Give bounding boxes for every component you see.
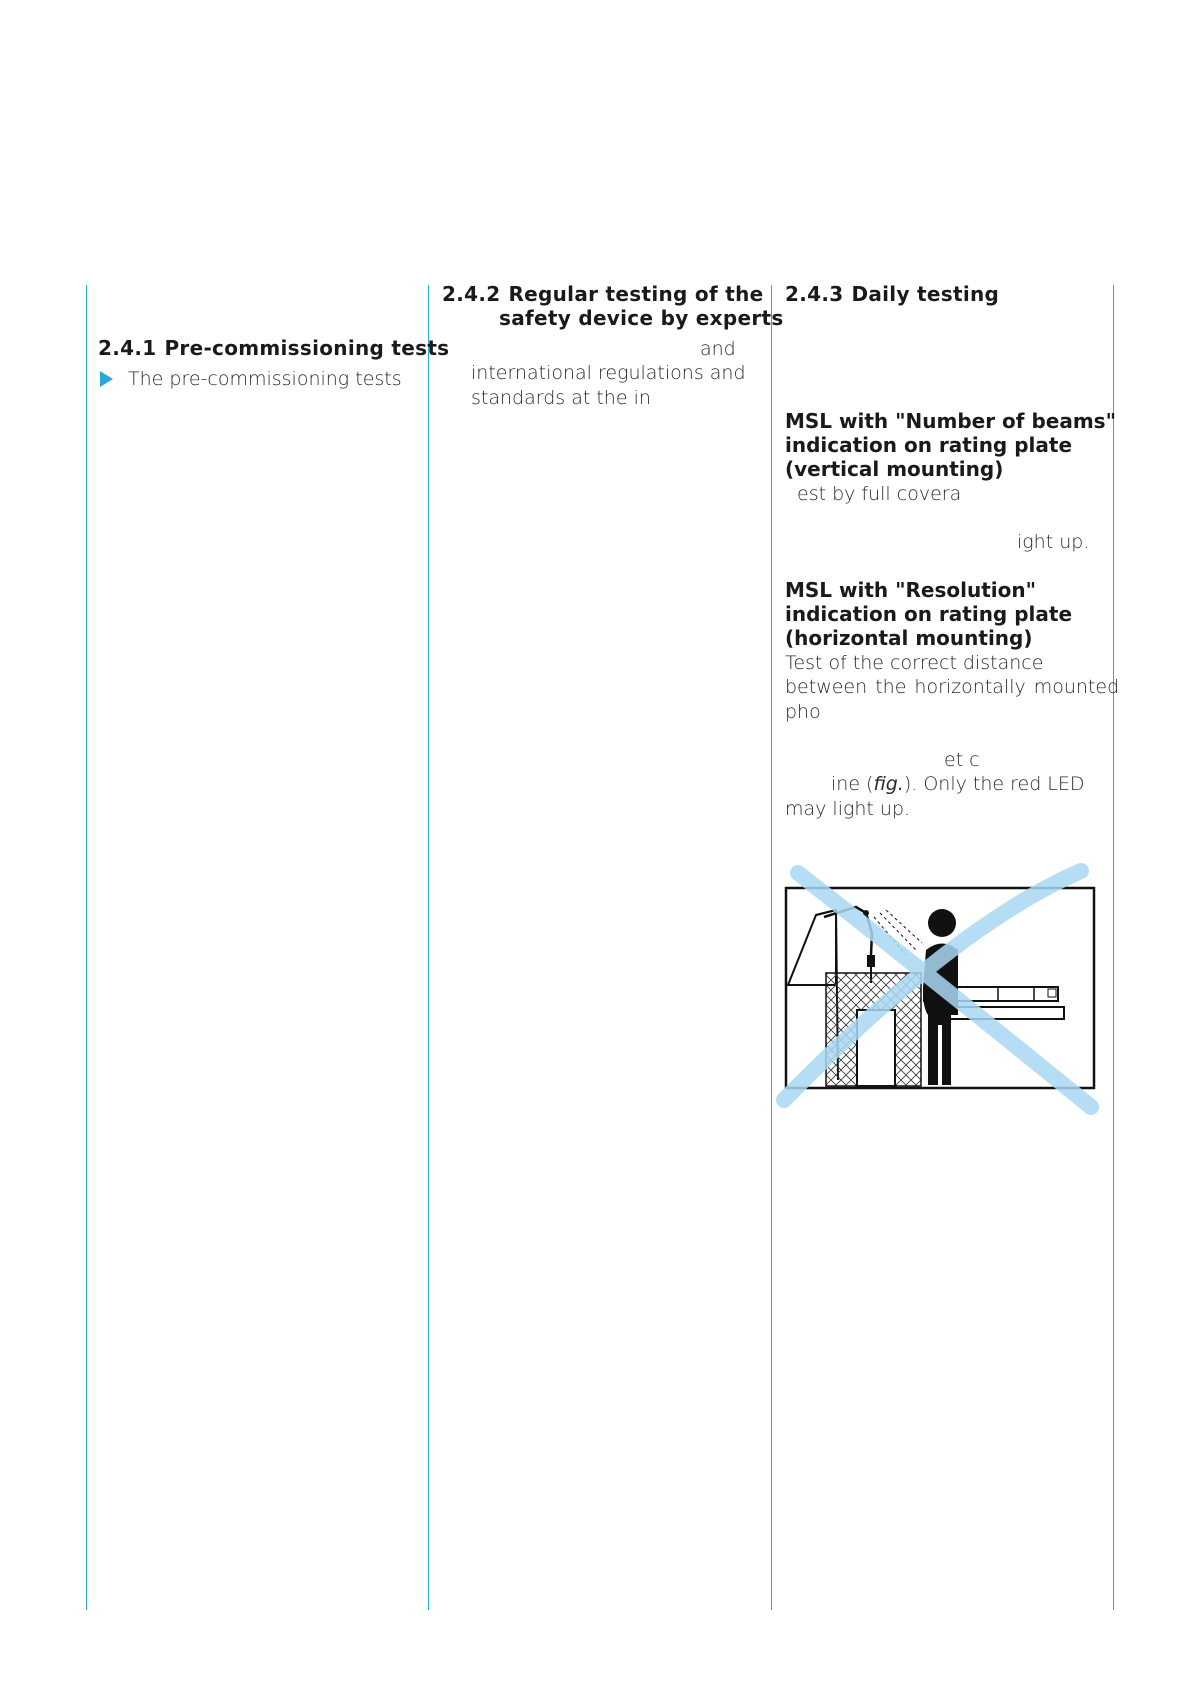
subheading-vertical-line2: indication on rating plate — [785, 433, 1073, 457]
paragraph-line: est by full covera — [797, 483, 962, 505]
section-title-line1: Regular testing of the — [508, 282, 764, 306]
text-fragment: ine ( — [831, 773, 874, 795]
section-title: Daily testing — [851, 282, 1000, 306]
subheading-horizontal-line3: (horizontal mounting) — [785, 626, 1033, 650]
paragraph-line: pho — [785, 701, 821, 723]
paragraph-line: may light up. — [785, 798, 911, 820]
section-heading-2-4-2 — [442, 282, 763, 306]
section-number: 2.4.1 — [98, 336, 157, 360]
subheading-vertical-line3: (vertical mounting) — [785, 457, 1004, 481]
incorrect-test-illustration — [776, 855, 1106, 1120]
subheading-horizontal-line2: indication on rating plate — [785, 602, 1073, 626]
text-fragment: ). Only the red LED — [903, 773, 1085, 795]
section-number: 2.4.3 — [785, 282, 844, 306]
section-title: Pre-commissioning tests — [164, 336, 450, 360]
paragraph-line: international regulations and — [471, 362, 746, 384]
column-rule — [428, 285, 429, 1610]
section-heading-2-4-3 — [785, 282, 999, 306]
fig-reference: fig. — [873, 773, 904, 795]
subheading-horizontal-line1: MSL with "Resolution" — [785, 578, 1037, 602]
paragraph-line: et c — [944, 749, 980, 771]
column-rule — [771, 285, 772, 1610]
paragraph-line: Test of the correct distance — [785, 652, 1044, 674]
paragraph-line: and — [700, 338, 736, 360]
section-number: 2.4.2 — [442, 282, 501, 306]
bullet-text: The pre-commissioning tests — [128, 368, 402, 390]
section-title-line2: safety device by experts — [499, 306, 784, 330]
paragraph-line — [831, 772, 1085, 797]
paragraph-line: ight up. — [1017, 531, 1090, 553]
subheading-vertical-line1: MSL with "Number of beams" — [785, 409, 1116, 433]
section-heading-2-4-1 — [98, 336, 449, 360]
column-rule — [1113, 285, 1114, 1610]
paragraph-line: between the horizontally mounted — [785, 676, 1120, 698]
paragraph-line: standards at the in — [471, 387, 651, 409]
column-rule — [86, 285, 87, 1610]
triangle-right-icon — [100, 371, 113, 387]
